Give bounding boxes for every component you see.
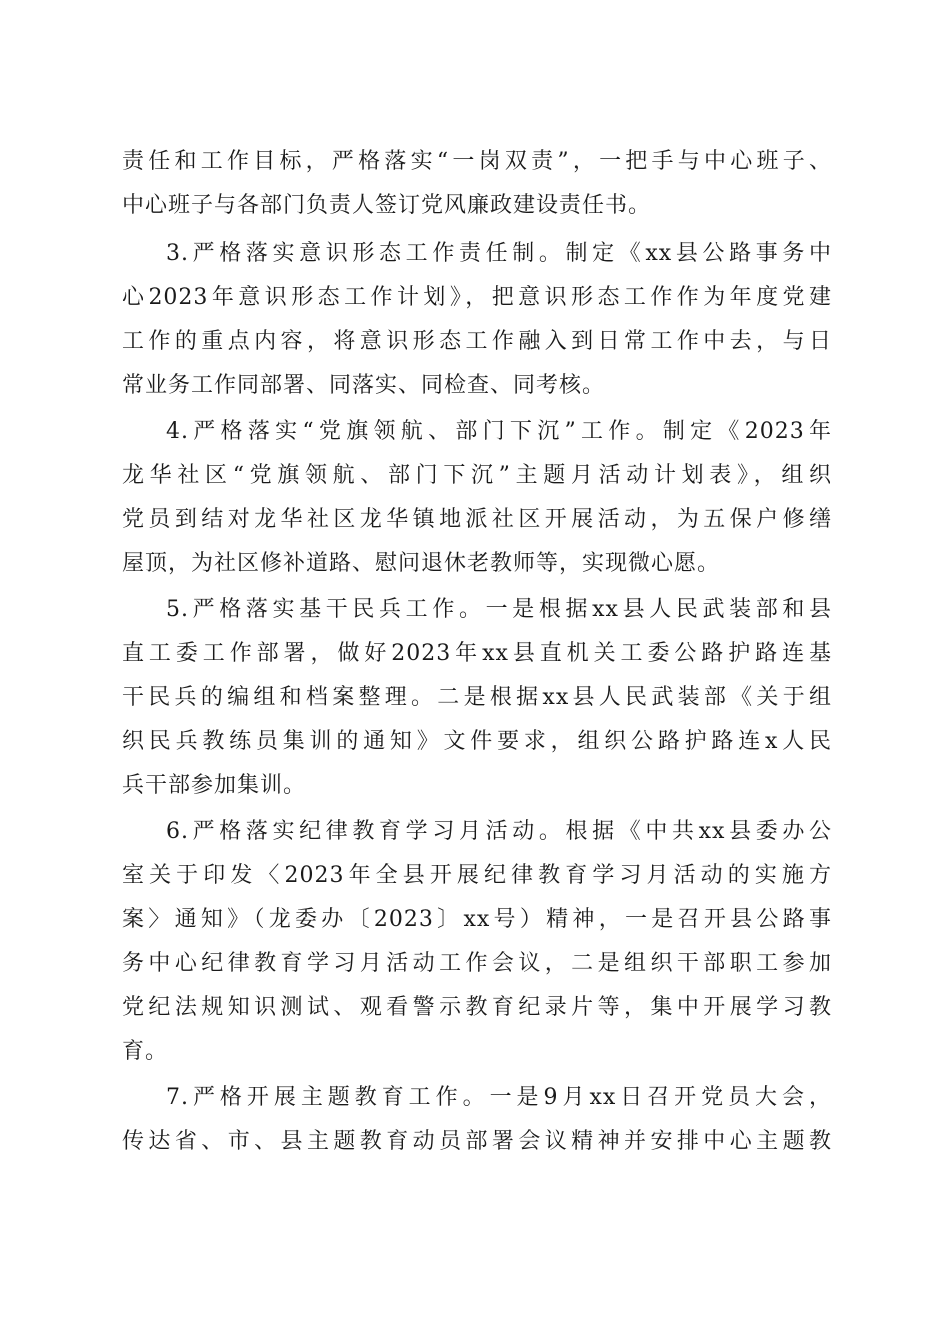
text-line: 常业务工作同部署、同落实、同检查、同考核。: [122, 373, 606, 398]
paragraph-6-line: 6.严格落实纪律教育学习月活动。根据《中共xx县委办公: [166, 819, 832, 844]
text-line: 务中心纪律教育学习月活动工作会议，二是组织干部职工参加: [122, 951, 832, 976]
text-line: 党员到结对龙华社区龙华镇地派社区开展活动，为五保户修缮: [122, 507, 832, 532]
text-line: 传达省、市、县主题教育动员部署会议精神并安排中心主题教: [122, 1129, 832, 1154]
text-line: 龙华社区“党旗领航、部门下沉”主题月活动计划表》，组织: [122, 463, 832, 488]
text-line: 工作的重点内容，将意识形态工作融入到日常工作中去，与日: [122, 329, 832, 354]
text-line: 屋顶，为社区修补道路、慰问退休老教师等，实现微心愿。: [122, 551, 721, 576]
text-line: 兵干部参加集训。: [122, 773, 307, 798]
text-line: 干民兵的编组和档案整理。二是根据xx县人民武装部《关于组: [122, 685, 832, 710]
text-line: 中心班子与各部门负责人签订党风廉政建设责任书。: [122, 193, 652, 218]
text-line: 育。: [122, 1039, 169, 1064]
paragraph-7-line: 7.严格开展主题教育工作。一是9月xx日召开党员大会，: [166, 1085, 832, 1110]
paragraph-3-line: 3.严格落实意识形态工作责任制。制定《xx县公路事务中: [166, 241, 832, 266]
paragraph-4-line: 4.严格落实“党旗领航、部门下沉”工作。制定《2023年: [166, 419, 832, 444]
text-line: 党纪法规知识测试、观看警示教育纪录片等，集中开展学习教: [122, 995, 832, 1020]
text-line: 织民兵教练员集训的通知》文件要求，组织公路护路连x人民: [122, 729, 832, 754]
text-line: 室关于印发〈2023年全县开展纪律教育学习月活动的实施方: [122, 863, 832, 888]
text-line: 心2023年意识形态工作计划》，把意识形态工作作为年度党建: [122, 285, 832, 310]
text-line: 案〉通知》（龙委办〔2023〕xx号）精神，一是召开县公路事: [122, 907, 832, 932]
text-line: 责任和工作目标，严格落实“一岗双责”，一把手与中心班子、: [122, 149, 832, 174]
text-line: 直工委工作部署，做好2023年xx县直机关工委公路护路连基: [122, 641, 832, 666]
paragraph-5-line: 5.严格落实基干民兵工作。一是根据xx县人民武装部和县: [166, 597, 832, 622]
